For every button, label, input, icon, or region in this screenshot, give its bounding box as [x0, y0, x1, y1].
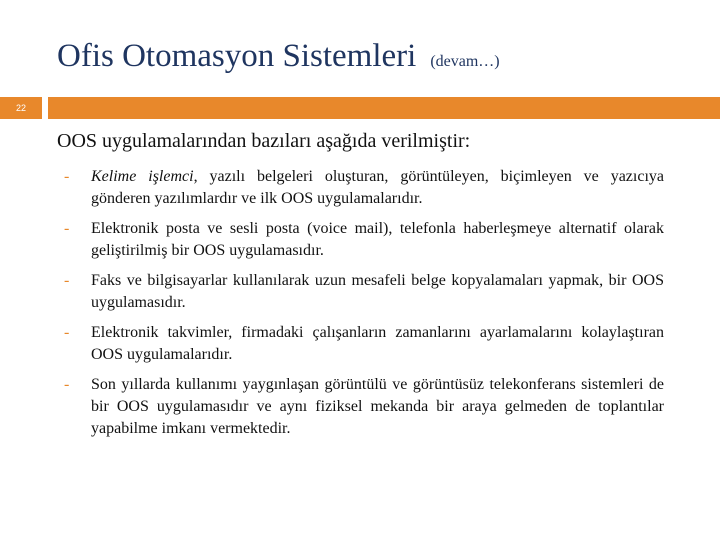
- bullet-list: [64, 166, 664, 448]
- list-item-text: Faks ve bilgisayarlar kullanılarak uzun mesafeli belge kopyalamaları yapmak, bir OOS uygulamasıdır.: [91, 272, 664, 311]
- list-item-text: Elektronik takvimler, firmadaki çalışanların zamanlarını ayarlamalarını kolaylaştıran OOS uygulamalarıdır.: [91, 324, 664, 363]
- list-item-emphasis: Kelime işlemci: [91, 168, 194, 185]
- bullet-marker: -: [64, 272, 70, 289]
- slide-title-subtitle: (devam…): [430, 53, 500, 70]
- bullet-marker: -: [64, 376, 70, 393]
- bullet-marker: -: [64, 168, 70, 185]
- header-accent-bar: [48, 97, 720, 119]
- list-item-text: Son yıllarda kullanımı yaygınlaşan görüntülü ve görüntüsüz telekonferans sistemleri de bir OOS uygulamasıdır ve aynı fiziksel mekanda bir araya gelmeden de toplantılar yapabilme imkanı vermektedir.: [91, 376, 664, 437]
- list-item: [64, 166, 664, 210]
- list-item: [64, 218, 664, 262]
- intro-text: OOS uygulamalarından bazıları aşağıda verilmiştir:: [57, 130, 471, 152]
- slide-number: 22: [15, 103, 26, 113]
- bullet-marker: -: [64, 324, 70, 341]
- slide-title: [57, 38, 500, 75]
- list-item-text: Elektronik posta ve sesli posta (voice mail), telefonla haberleşmeye alternatif olarak geliştirilmiş bir OOS uygulamasıdır.: [91, 220, 664, 259]
- list-item: [64, 322, 664, 366]
- slide-title-main: Ofis Otomasyon Sistemleri: [57, 38, 417, 74]
- list-item: [64, 374, 664, 440]
- bullet-marker: -: [64, 220, 70, 237]
- list-item-text: , yazılı belgeleri oluşturan, görüntüleyen, biçimleyen ve yazıcıya gönderen yazılımlardır ve ilk OOS uygulamalarıdır.: [91, 168, 665, 207]
- list-item: [64, 270, 664, 314]
